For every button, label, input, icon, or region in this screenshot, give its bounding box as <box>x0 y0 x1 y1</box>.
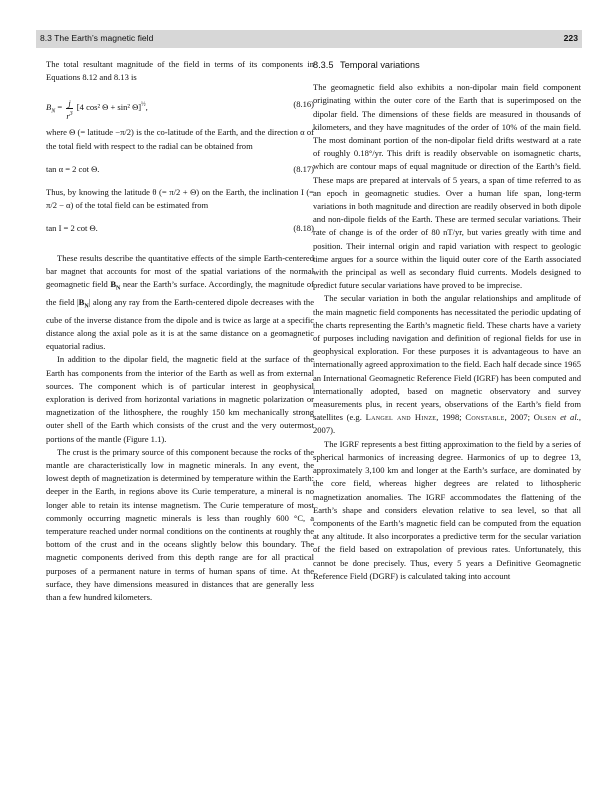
symbol-subscript: N <box>116 285 121 292</box>
symbol-b: B <box>110 279 117 289</box>
equation-equals: = <box>55 102 65 113</box>
text-run: These results describe the quantitative effects of the simple Earth-centered bar magnet that accounts for most of the spatial variations of the normal geomagnetic field <box>46 252 314 289</box>
equation-number: (8.16) <box>293 99 314 110</box>
equation-lhs-subscript: N <box>51 108 56 115</box>
equation-text: tan I = 2 cot Θ. <box>46 223 98 234</box>
citation-etal: et al. <box>560 412 579 423</box>
section-number: 8.3.5 <box>313 60 334 70</box>
paragraph: The geomagnetic field also exhibits a non-dipolar main field component originating within the outer core of the Earth that is superimposed on the dipolar field. The dimensions of these fields are measured in thousands of kilometers, and they have magnitudes of the order of 10% of the main field. The most dominant portion of the non-dipolar field drifts westward at a rate of roughly 0.18°/yr. This drift is readily observable on isomagnetic charts, which are contour maps of equal magnitude or direction of the Earth’s field. These maps are prepared at intervals of 5 years, a span of time referred to as an epoch in geomagnetic studies. Over a human life span, long-term variations in both magnitude and direction are readily observed in both dipole and non-dipole fields of the Earth. These are termed secular variations. Their rate of change is of the order of 80 nT/yr, but varies greatly with time and position. Their internal origin and rapid variation with respect to geologic time argues for a source within the liquid outer core of the Earth associated with the principal as well as secondary fluid currents. Models designed to predict future secular variations have proved to be imprecise. <box>313 82 581 291</box>
equation-body-exponent: ½ <box>141 102 146 109</box>
equation-8-16 <box>46 90 314 120</box>
paragraph <box>313 292 581 437</box>
paragraph: In addition to the dipolar field, the magnetic field at the surface of the Earth has components from the interior of the Earth as well as from external sources. The component which is of particular interest in geophysical exploration is derived from horizontal variations in magnetic polarization or magnetization of the lithosphere, the roughly 150 km mechanically strong outer shell of the Earth which consists of the crust and the very outermost portions of the mantle (Figure 1.1). <box>46 354 314 444</box>
text-run: The secular variation in both the angular relationships and amplitude of the main magnetic field components has necessitated the periodic updating of the charts representing the Earth’s magnetic field. These charts have a variety of purposes including navigation and definition of regional fields for use in geophysical exploration. For these purposes it is advantageous to have an internationally agreed approximation to the field. Each half decade since 1965 an International Geomagnetic Reference Field (IGRF) has been computed and internationally adopted, based on magnetic observatory and survey measurements plus, in recent years, observations of the Earth’s field from satellites (e.g. <box>313 293 581 423</box>
paragraph <box>46 252 314 354</box>
paragraph: Thus, by knowing the latitude θ (= π/2 + Θ) on the Earth, the inclination I (= π/2 − α) of the total field can be estimated from <box>46 187 314 211</box>
right-column <box>313 58 581 583</box>
equation-number: (8.17) <box>293 163 314 174</box>
paragraph: The crust is the primary source of this component because the rocks of the mantle are characteristically low in magnetic minerals. In any event, the lowest depth of magnetization is determined by temperature within the Earth: deeper in the Earth, in regions above its Curie temperature, a mineral is no longer able to retain its intense magnetism. The Curie temperature of most commonly occurring magnetic minerals is less than roughly 600 °C, a temperature reached under normal conditions on the continents at roughly the bottom of the crust and in the oceans slightly below this boundary. The magnetic components derived from this depth range are for all practical purposes of a permanent nature in terms of human spans of time. At the surface, they have dimensions measured in distances that are generally less than a few hundred kilometers. <box>46 446 314 603</box>
symbol-b: B <box>78 296 85 307</box>
citation-author: Olsen <box>533 412 557 423</box>
equation-trail: , <box>145 102 148 113</box>
paragraph: The total resultant magnitude of the field in terms of its components in Equations 8.12 and 8.13 is <box>46 59 314 83</box>
text-run: , 1998; <box>436 412 466 423</box>
symbol-subscript: N <box>84 303 89 310</box>
text-run: , 2007). <box>313 412 581 436</box>
equation-text: tan α = 2 cot Θ. <box>46 163 100 174</box>
text-run: near the Earth’s surface. Accordingly, the magnitude of the field | <box>46 279 314 307</box>
equation-body: [4 cos² Θ + sin² Θ] <box>74 102 142 113</box>
text-run: , 2007; <box>504 412 534 423</box>
fraction-numerator: j <box>68 98 71 109</box>
running-header <box>36 30 582 48</box>
equation-fraction <box>66 98 72 121</box>
equation-lhs: B <box>46 102 52 113</box>
text-run: | along any ray from the Earth-centered dipole decreases with the cube of the inverse distance from the dipole and is twice as large at a specific distance along the axial pole as it is at the same distance on a geomagnetic equatorial radius. <box>46 296 314 352</box>
section-heading <box>313 59 581 72</box>
paragraph: where Θ (= latitude −π/2) is the co-latitude of the Earth, and the direction α of the total field with respect to the radial can be obtained from <box>46 127 314 151</box>
fraction-denominator-exponent: 3 <box>69 111 73 118</box>
paragraph: The IGRF represents a best fitting approximation to the field by a series of spherical harmonics of increasing degree. Harmonics of up to degree 13, approximately 3,100 km and longer at the Earth’s surface, are dominated by the core field, whereas higher degrees are related to lithospheric magnetization anomalies. The IGRF accommodates the flattening of the Earth’s shape and considers elevation relative to sea level, so that all components of the Earth’s magnetic field can be computed from the equation at any altitude. It also incorporates a predictive term for the secular variation of the field based on extrapolation of previous rates. Unfortunately, this cannot be done precisely. Thus, every 5 years a Definitive Geomagnetic Reference Field (DGRF) is calculated taking into account <box>313 438 581 581</box>
equation-8-17 <box>46 163 314 176</box>
citation-author: Langel and Hinze <box>365 412 437 423</box>
equation-8-18 <box>46 222 314 235</box>
fraction-denominator: r <box>66 111 70 122</box>
section-title: Temporal variations <box>340 60 420 70</box>
equation-number: (8.18) <box>293 223 314 234</box>
page-number: 223 <box>563 33 578 43</box>
header-section-title: 8.3 The Earth’s magnetic field <box>40 33 154 43</box>
citation-author: Constable <box>465 412 505 423</box>
left-column <box>46 58 314 604</box>
